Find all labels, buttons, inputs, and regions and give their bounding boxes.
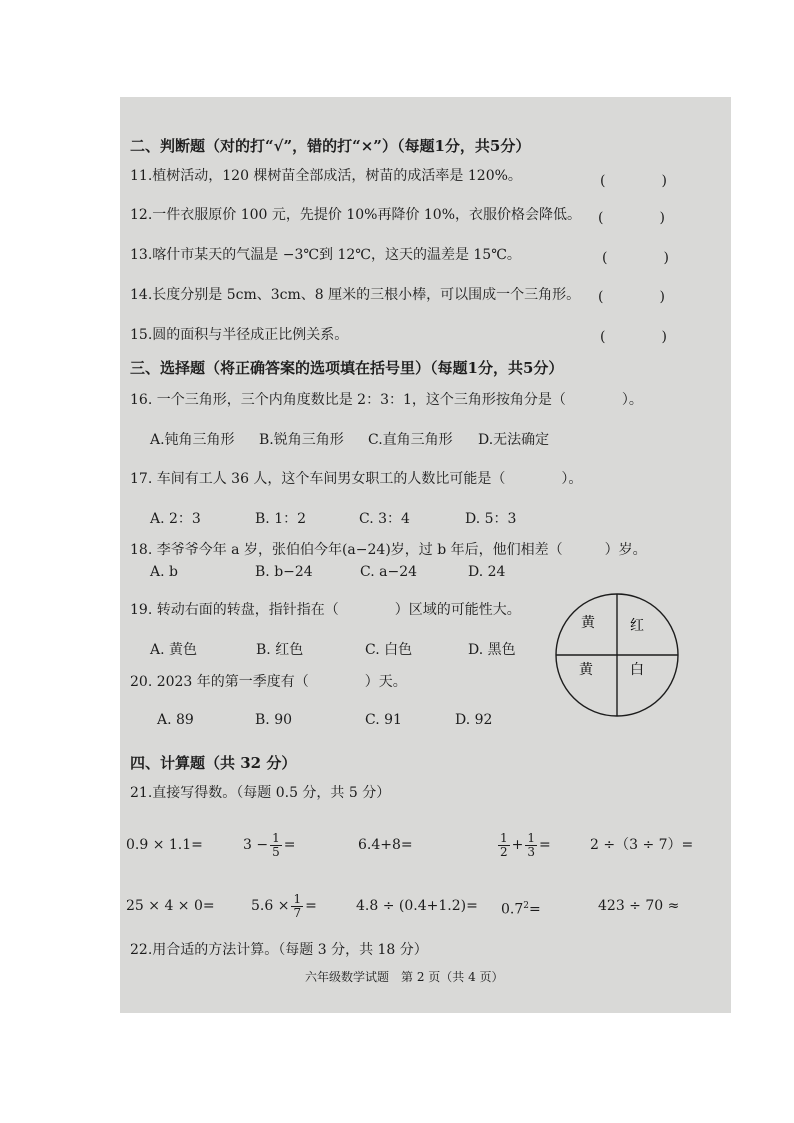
- numerator: 1: [293, 891, 302, 906]
- answer-paren-13[interactable]: ( ): [602, 250, 669, 266]
- numerator: 1: [500, 830, 508, 845]
- exponent: 2: [523, 901, 529, 911]
- calc-25x4x0: 25 × 4 × 0=: [126, 898, 215, 914]
- q18-option-b[interactable]: B. b−24: [255, 564, 313, 580]
- question-18: 18. 李爷爷今年 a 岁，张伯伯今年(a−24)岁，过 b 年后，他们相差（ ）岁。: [130, 542, 647, 558]
- calc-2-div-3-div-7: 2 ÷（3 ÷ 7）=: [590, 837, 694, 853]
- q20-option-a[interactable]: A. 89: [157, 712, 194, 728]
- calc-4.8-div-sum: 4.8 ÷ (0.4+1.2)=: [356, 898, 478, 914]
- q20-option-d[interactable]: D. 92: [455, 712, 493, 728]
- question-21-title: 21.直接写得数。（每题 0.5 分，共 5 分）: [130, 785, 391, 801]
- denominator: 3: [527, 844, 536, 859]
- q20-option-b[interactable]: B. 90: [255, 712, 293, 728]
- denominator: 2: [500, 844, 508, 859]
- numerator: 1: [272, 830, 280, 845]
- q18-option-c[interactable]: C. a−24: [360, 564, 418, 580]
- q19-option-a[interactable]: A. 黄色: [150, 642, 198, 658]
- question-16: 16. 一个三角形，三个内角度数比是 2：3：1，这个三角形按角分是（ ）。: [130, 392, 643, 408]
- calc-text: 5.6 ×: [251, 898, 290, 914]
- spinner-sector-bottom-right: 白: [630, 662, 644, 678]
- question-17: 17. 车间有工人 36 人，这个车间男女职工的人数比可能是（ ）。: [130, 471, 583, 487]
- answer-paren-12[interactable]: ( ): [598, 210, 665, 226]
- section-choice-title: 三、选择题（将正确答案的选项填在括号里）（每题1分，共5分）: [130, 359, 564, 377]
- judgment-item-13: 13.喀什市某天的气温是 −3℃到 12℃，这天的温差是 15℃。: [130, 247, 521, 263]
- q17-option-d[interactable]: D. 5：3: [465, 511, 517, 527]
- spinner-sector-top-left: 黄: [581, 615, 595, 631]
- calc-423-div-70: 423 ÷ 70 ≈: [598, 898, 680, 914]
- q19-option-b[interactable]: B. 红色: [256, 642, 304, 658]
- answer-paren-15[interactable]: ( ): [600, 329, 667, 345]
- q19-option-d[interactable]: D. 黑色: [468, 642, 516, 658]
- calc-0.7-squared: [501, 897, 541, 919]
- q18-option-a[interactable]: A. b: [150, 564, 178, 580]
- fraction-1-3: [525, 832, 537, 859]
- judgment-item-14: 14.长度分别是 5cm、3cm、8 厘米的三根小棒，可以围成一个三角形。: [130, 287, 581, 303]
- section-judgment-title: 二、判断题（对的打“√”，错的打“×”）（每题1分，共5分）: [130, 137, 531, 155]
- answer-paren-14[interactable]: ( ): [598, 289, 665, 305]
- calc-text: 3 −: [243, 837, 269, 853]
- question-19: 19. 转动右面的转盘，指针指在（ ）区域的可能性大。: [130, 602, 521, 618]
- calc-half-plus-third: [496, 827, 551, 863]
- q16-option-c[interactable]: C.直角三角形: [368, 432, 453, 448]
- calc-3-minus-fifth: [243, 827, 295, 863]
- equals: =: [539, 837, 551, 853]
- fraction-1-5: [270, 832, 282, 859]
- calc-0.9x1.1: 0.9 × 1.1=: [126, 837, 203, 853]
- q16-option-d[interactable]: D.无法确定: [478, 432, 550, 448]
- equals: =: [305, 898, 317, 914]
- q16-option-b[interactable]: B.锐角三角形: [259, 432, 344, 448]
- calc-6.4+8: 6.4+8=: [358, 837, 413, 853]
- fraction-1-7: [291, 893, 303, 920]
- q17-option-a[interactable]: A. 2：3: [150, 511, 201, 527]
- judgment-item-15: 15.圆的面积与半径成正比例关系。: [130, 327, 349, 343]
- q17-option-c[interactable]: C. 3：4: [359, 511, 410, 527]
- equals: =: [283, 837, 296, 853]
- denominator: 5: [272, 844, 280, 859]
- judgment-item-11: 11.植树活动，120 棵树苗全部成活，树苗的成活率是 120%。: [130, 168, 522, 184]
- denominator: 7: [293, 905, 302, 920]
- q20-option-c[interactable]: C. 91: [365, 712, 402, 728]
- exam-sheet: [120, 97, 731, 1013]
- spinner-sector-top-right: 红: [630, 618, 644, 634]
- section-calc-title: 四、计算题（共 32 分）: [130, 754, 297, 772]
- calc-5.6-times-seventh: [251, 888, 317, 924]
- spinner-wheel: [554, 592, 680, 718]
- answer-paren-11[interactable]: ( ): [600, 173, 667, 189]
- numerator: 1: [527, 830, 536, 845]
- q19-option-c[interactable]: C. 白色: [365, 642, 413, 658]
- judgment-item-12: 12.一件衣服原价 100 元，先提价 10%再降价 10%，衣服价格会降低。: [130, 207, 582, 223]
- q17-option-b[interactable]: B. 1：2: [255, 511, 307, 527]
- equals: =: [529, 901, 541, 918]
- plus-sign: +: [511, 837, 524, 853]
- question-20: 20. 2023 年的第一季度有（ ）天。: [130, 674, 407, 690]
- q18-option-d[interactable]: D. 24: [468, 564, 506, 580]
- question-22-title: 22.用合适的方法计算。（每题 3 分，共 18 分）: [130, 942, 428, 958]
- fraction-1-2: [498, 832, 510, 859]
- q16-option-a[interactable]: A.钝角三角形: [150, 432, 235, 448]
- spinner-sector-bottom-left: 黄: [579, 662, 593, 678]
- base: 0.7: [501, 901, 524, 918]
- page-footer: 六年级数学试题 第 2 页（共 4 页）: [305, 970, 504, 984]
